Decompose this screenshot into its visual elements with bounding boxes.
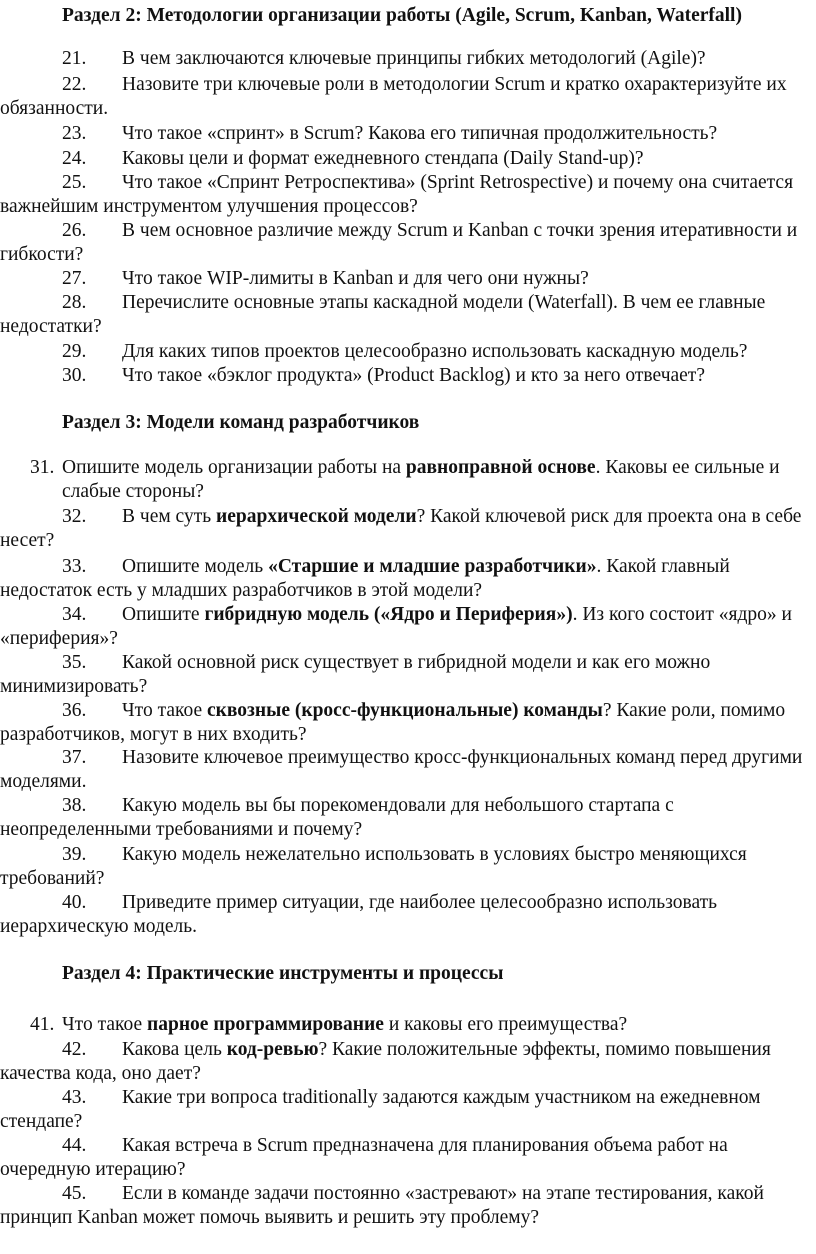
question-21: [0, 47, 812, 71]
question-text-pre: Что такое: [62, 1014, 147, 1035]
question-23: [0, 122, 812, 146]
question-text: Какая встреча в Scrum предназначена для планирования объема работ на очередную итерацию?: [0, 1135, 728, 1180]
question-text-post: ? Какие роли, помимо разработчиков, могут в них входить?: [0, 700, 786, 745]
question-37: [0, 746, 812, 794]
question-30: [0, 364, 812, 388]
question-text-pre: В чем суть: [122, 506, 216, 527]
question-text-bold: код-ревью: [226, 1039, 319, 1060]
question-33: [0, 555, 812, 603]
question-number: 38.: [62, 795, 87, 816]
question-text: В чем заключаются ключевые принципы гибких методологий (Agile)?: [122, 48, 706, 69]
question-text: Приведите пример ситуации, где наиболее целесообразно использовать иерархическую модель.: [0, 892, 718, 937]
question-41: [30, 1013, 816, 1037]
question-text: Что такое «спринт» в Scrum? Какова его типичная продолжительность?: [122, 123, 718, 144]
question-number: 25.: [62, 172, 87, 193]
question-text-post: ? Какие положительные эффекты, помимо повышения качества кода, оно дает?: [0, 1039, 771, 1084]
question-number: 44.: [62, 1135, 87, 1156]
question-text: Какую модель вы бы порекомендовали для небольшого стартапа с неопределенными требованиями и почему?: [0, 795, 674, 840]
question-text: Какую модель нежелательно использовать в условиях быстро меняющихся требований?: [0, 844, 747, 889]
question-34: [0, 603, 812, 651]
section-2-heading: Раздел 2: Методологии организации работы (Agile, Scrum, Kanban, Waterfall): [62, 5, 742, 26]
question-number: 39.: [62, 844, 87, 865]
question-text-bold: иерархической модели: [216, 506, 417, 527]
question-text-post: . Каковы ее сильные и слабые стороны?: [62, 457, 780, 502]
section-4-heading: Раздел 4: Практические инструменты и процессы: [62, 963, 504, 984]
question-number: 30.: [62, 365, 87, 386]
question-42: [0, 1038, 812, 1086]
question-number: 22.: [62, 74, 87, 95]
question-45: [0, 1182, 812, 1230]
question-number: 23.: [62, 123, 87, 144]
question-text: Что такое WIP-лимиты в Kanban и для чего они нужны?: [122, 268, 589, 289]
question-29: [0, 340, 812, 364]
question-number: 41.: [30, 1014, 55, 1035]
question-text: Перечислите основные этапы каскадной модели (Waterfall). В чем ее главные недостатки?: [0, 292, 766, 337]
section-3-heading: Раздел 3: Модели команд разработчиков: [62, 412, 420, 433]
question-text-pre: Опишите модель: [122, 556, 269, 577]
question-number: 45.: [62, 1183, 87, 1204]
question-22: [0, 73, 812, 121]
question-text: Что такое «Спринт Ретроспектива» (Sprint Retrospective) и почему она считается важнейшим инструментом улучшения процессов?: [0, 172, 794, 217]
question-number: 35.: [62, 652, 87, 673]
question-44: [0, 1134, 812, 1182]
question-text: Если в команде задачи постоянно «застревают» на этапе тестирования, какой принцип Kanban может помочь выявить и решить эту проблему?: [0, 1183, 764, 1228]
question-number: 42.: [62, 1039, 87, 1060]
question-text-pre: Какова цель: [122, 1039, 227, 1060]
question-text-post: и каковы его преимущества?: [383, 1014, 628, 1035]
question-39: [0, 843, 812, 891]
question-27: [0, 267, 812, 291]
question-text: Для каких типов проектов целесообразно использовать каскадную модель?: [122, 341, 748, 362]
question-text-bold: гибридную модель («Ядро и Периферия»): [204, 604, 573, 625]
question-number: 28.: [62, 292, 87, 313]
question-number: 33.: [62, 556, 87, 577]
question-text: В чем основное различие между Scrum и Kanban с точки зрения итеративности и гибкости?: [0, 220, 798, 265]
question-text: Назовите три ключевые роли в методологии Scrum и кратко охарактеризуйте их обязанности.: [0, 74, 787, 119]
question-text-post: ? Какой ключевой риск для проекта она в себе несет?: [0, 506, 802, 551]
question-number: 29.: [62, 341, 87, 362]
question-text-pre: Опишите модель организации работы на: [62, 457, 406, 478]
question-number: 43.: [62, 1087, 87, 1108]
question-38: [0, 794, 812, 842]
question-text-post: . Какой главный недостаток есть у младших разработчиков в этой модели?: [0, 556, 730, 601]
question-text-bold: равноправной основе: [405, 457, 596, 478]
question-26: [0, 219, 812, 267]
question-text-pre: Что такое: [122, 700, 207, 721]
question-number: 36.: [62, 700, 87, 721]
question-number: 31.: [30, 457, 55, 478]
question-number: 40.: [62, 892, 87, 913]
question-number: 32.: [62, 506, 87, 527]
question-24: [0, 147, 812, 171]
question-text: Каковы цели и формат ежедневного стендапа (Daily Stand-up)?: [122, 148, 644, 169]
question-number: 24.: [62, 148, 87, 169]
question-36: [0, 699, 812, 747]
question-text: Назовите ключевое преимущество кросс-функциональных команд перед другими моделями.: [0, 747, 803, 792]
question-number: 27.: [62, 268, 87, 289]
question-number: 34.: [62, 604, 87, 625]
question-text-post: . Из кого состоит «ядро» и «периферия»?: [0, 604, 792, 649]
question-43: [0, 1086, 812, 1134]
question-text-bold: парное программирование: [146, 1014, 384, 1035]
question-text-bold: «Старшие и младшие разработчики»: [268, 556, 597, 577]
question-text: Какие три вопроса traditionally задаются каждым участником на ежедневном стендапе?: [0, 1087, 761, 1132]
question-number: 37.: [62, 747, 87, 768]
question-text-bold: сквозные (кросс-функциональные) команды: [206, 700, 603, 721]
question-number: 21.: [62, 48, 87, 69]
question-text: Какой основной риск существует в гибридной модели и как его можно минимизировать?: [0, 652, 711, 697]
question-number: 26.: [62, 220, 87, 241]
question-text-pre: Опишите: [122, 604, 205, 625]
question-40: [0, 891, 812, 939]
question-text: Что такое «бэклог продукта» (Product Backlog) и кто за него отвечает?: [122, 365, 705, 386]
question-35: [0, 651, 812, 699]
question-28: [0, 291, 812, 339]
question-32: [0, 505, 812, 553]
question-25: [0, 171, 812, 219]
question-31: [30, 456, 816, 504]
